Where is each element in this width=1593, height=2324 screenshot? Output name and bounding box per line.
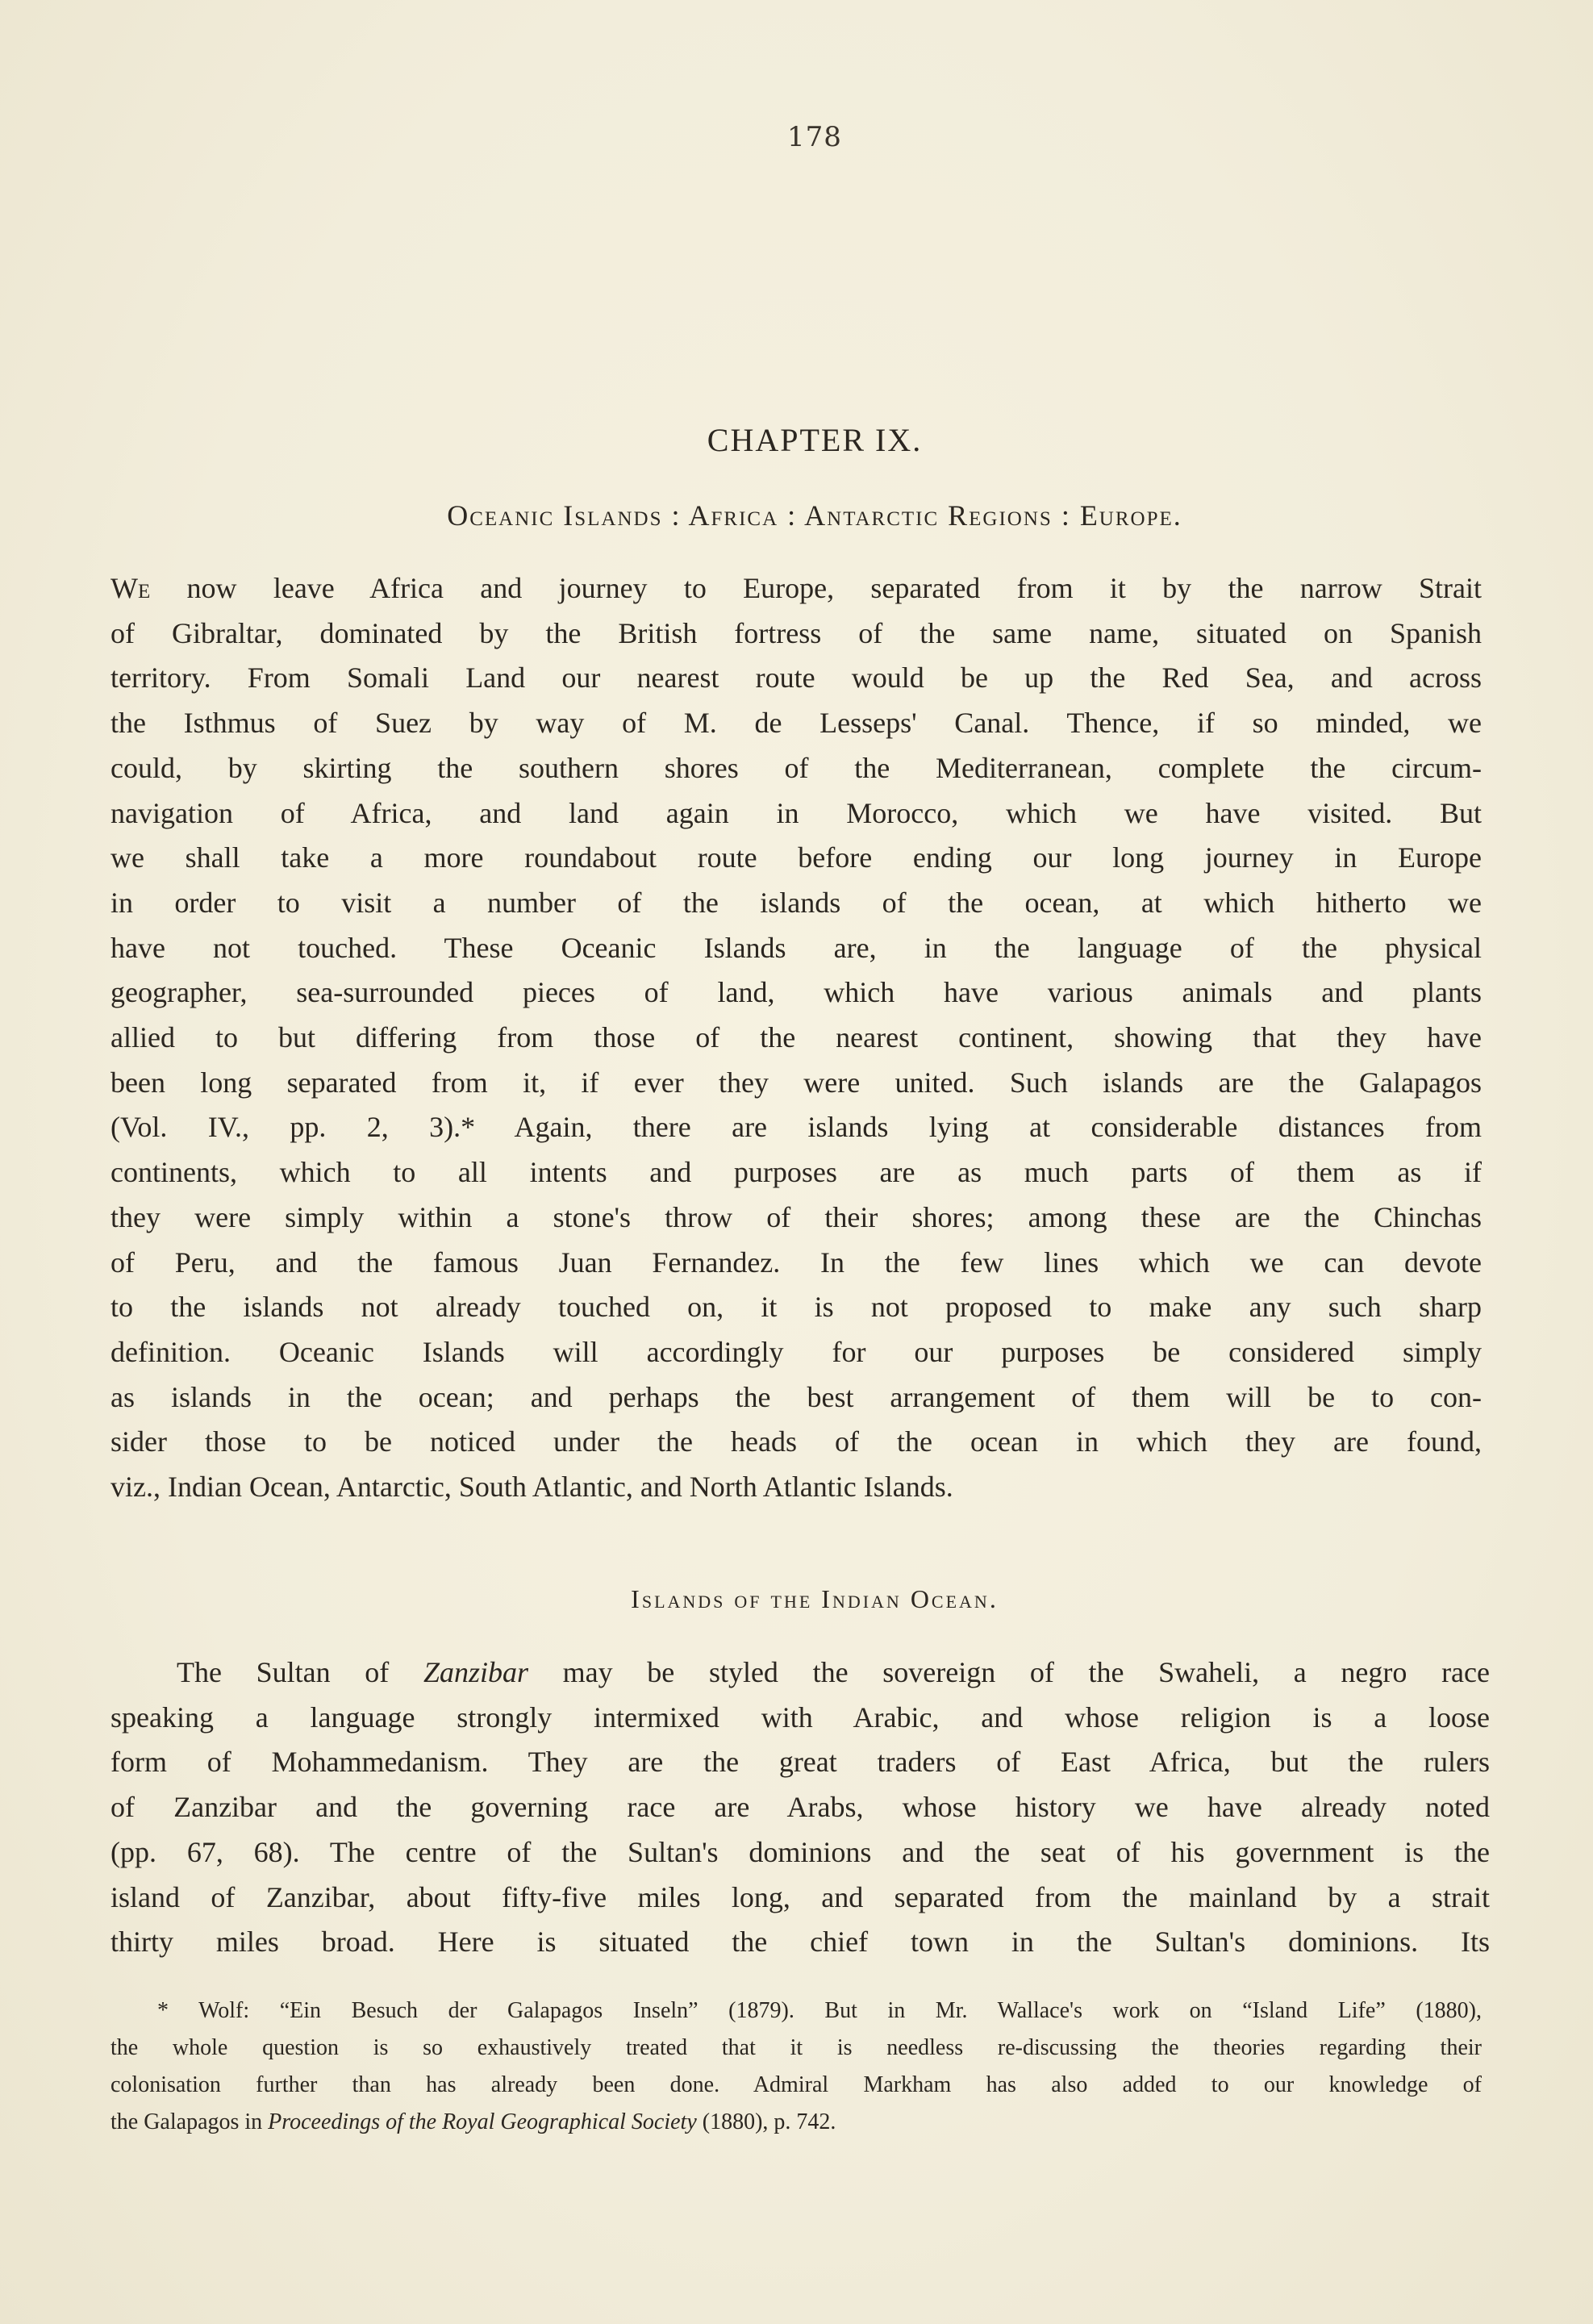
paragraph-line: island of Zanzibar, about fifty-five miles long, and separated from the mainland by a strait (111, 1880, 1490, 1913)
paragraph-line: sider those to be noticed under the heads of the ocean in which they are found, (111, 1425, 1482, 1458)
paragraph-line: of Zanzibar and the governing race are Arabs, whose history we have already noted (111, 1791, 1490, 1824)
paragraph-line: to the islands not already touched on, it is not proposed to make any such sharp (111, 1291, 1482, 1324)
chapter-subtitle: Oceanic Islands : Africa : Antarctic Regions : Europe. (447, 499, 1182, 532)
paragraph-line: (pp. 67, 68). The centre of the Sultan's dominions and the seat of his government is the (111, 1835, 1490, 1868)
paragraph-line: of Peru, and the famous Juan Fernandez. In the few lines which we can devote (111, 1245, 1482, 1279)
paragraph-line: they were simply within a stone's throw of their shores; among these are the Chinchas (111, 1200, 1482, 1233)
paragraph-line: as islands in the ocean; and perhaps the best arrangement of them will be to con- (111, 1380, 1482, 1413)
paragraph-line: could, by skirting the southern shores of the Mediterranean, complete the circum- (111, 751, 1482, 784)
footnote-line: the whole question is so exhaustively treated that it is needless re-discussing the theories regarding their (111, 2035, 1482, 2060)
page-number: 178 (787, 121, 842, 153)
paragraph-line: we shall take a more roundabout route before ending our long journey in Europe (111, 841, 1482, 874)
footnote-line: the Galapagos in Proceedings of the Royal Geographical Society (1880), p. 742. (111, 2109, 836, 2134)
paragraph-line: form of Mohammedanism. They are the great traders of East Africa, but the rulers (111, 1746, 1490, 1779)
italic-place: Zanzibar (423, 1656, 528, 1688)
paragraph-line: territory. From Somali Land our nearest route would be up the Red Sea, and across (111, 661, 1482, 695)
paragraph-line: viz., Indian Ocean, Antarctic, South Atlantic, and North Atlantic Islands. (111, 1471, 953, 1504)
paragraph-line: speaking a language strongly intermixed with Arabic, and whose religion is a loose (111, 1700, 1490, 1734)
paragraph-line: We now leave Africa and journey to Europe, separated from it by the narrow Strait (111, 572, 1482, 604)
paragraph-line: continents, which to all intents and purposes are as much parts of them as if (111, 1156, 1482, 1189)
footnote-line: * Wolf: “Ein Besuch der Galapagos Inseln” (1879). But in Mr. Wallace's work on “Island Life” (1880), (157, 1998, 1482, 2023)
drop-word: We (111, 572, 151, 604)
section-heading: Islands of the Indian Ocean. (631, 1584, 999, 1613)
paragraph-line: definition. Oceanic Islands will accordingly for our purposes be considered simply (111, 1335, 1482, 1368)
paragraph-line: of Gibraltar, dominated by the British fortress of the same name, situated on Spanish (111, 616, 1482, 649)
paragraph-line: have not touched. These Oceanic Islands are, in the language of the physical (111, 931, 1482, 964)
paragraph-line: been long separated from it, if ever they were united. Such islands are the Galapagos (111, 1066, 1482, 1099)
footnote-line: colonisation further than has already been done. Admiral Markham has also added to our knowledge of (111, 2072, 1482, 2097)
paragraph-zanzibar (111, 1650, 1490, 1965)
chapter-title: CHAPTER IX. (707, 422, 923, 458)
paragraph-intro (111, 566, 1482, 1510)
italic-journal: Proceedings of the Royal Geographical Society (268, 2109, 697, 2134)
paragraph-line: (Vol. IV., pp. 2, 3).* Again, there are islands lying at considerable distances from (111, 1111, 1482, 1144)
paragraph-line: the Isthmus of Suez by way of M. de Lesseps' Canal. Thence, if so minded, we (111, 707, 1482, 740)
paragraph-line: The Sultan of Zanzibar may be styled the sovereign of the Swaheli, a negro race (177, 1656, 1490, 1688)
paragraph-line: thirty miles broad. Here is situated the chief town in the Sultan's dominions. Its (111, 1926, 1490, 1959)
paragraph-line: navigation of Africa, and land again in Morocco, which we have visited. But (111, 796, 1482, 829)
paragraph-line: allied to but differing from those of the nearest continent, showing that they have (111, 1021, 1482, 1054)
footnote (111, 1992, 1482, 2141)
paragraph-line: in order to visit a number of the islands of the ocean, at which hitherto we (111, 886, 1482, 919)
paragraph-line: geographer, sea-surrounded pieces of land, which have various animals and plants (111, 976, 1482, 1009)
